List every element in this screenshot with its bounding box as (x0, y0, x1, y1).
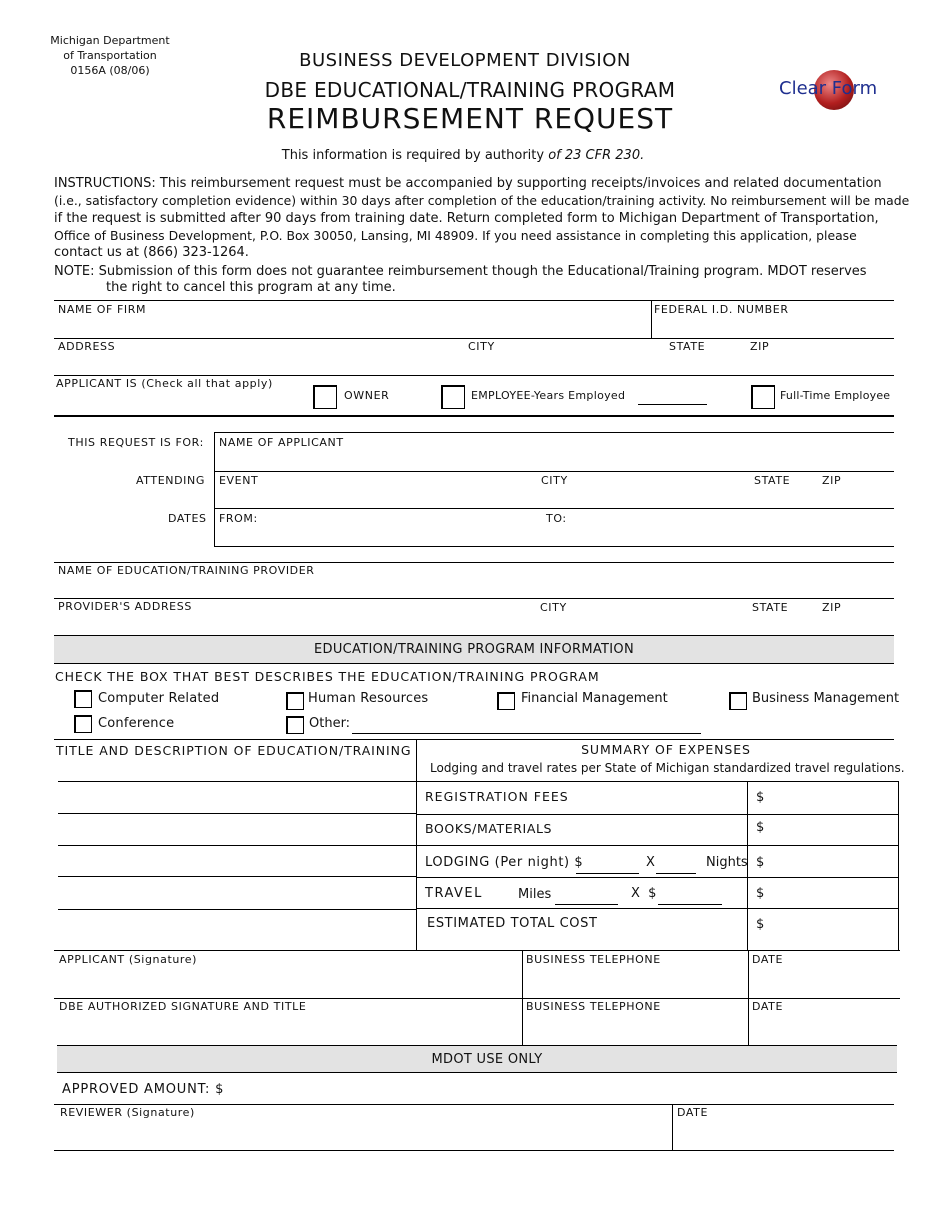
clear-form-button[interactable] (778, 70, 883, 112)
rule (214, 432, 894, 433)
reviewer-signature-field[interactable] (58, 1120, 668, 1148)
rule (898, 781, 899, 950)
fulltime-checkbox[interactable] (751, 385, 775, 409)
registration-fees-field[interactable] (768, 785, 894, 811)
rule (54, 998, 900, 999)
provider-address-field[interactable] (56, 615, 526, 634)
state-label: STATE (669, 340, 706, 353)
description-line[interactable] (58, 876, 416, 877)
rule (54, 739, 894, 740)
page-title: REIMBURSEMENT REQUEST (266, 102, 674, 135)
note-line: the right to cancel this program at any time. (106, 280, 396, 295)
from-label: FROM: (219, 512, 258, 525)
city-field[interactable] (466, 354, 666, 374)
description-label: TITLE AND DESCRIPTION OF EDUCATION/TRAINING (56, 743, 412, 758)
request-for-label: THIS REQUEST IS FOR: (68, 436, 204, 449)
computer-related-checkbox[interactable] (74, 690, 92, 708)
note (54, 264, 914, 296)
registration-currency: $ (756, 790, 765, 805)
applicant-signature-field[interactable] (57, 968, 519, 996)
state-field[interactable] (667, 354, 747, 374)
program-info-header (54, 635, 894, 664)
description-line[interactable] (58, 845, 416, 846)
other-label: Other: (309, 716, 351, 731)
owner-label: OWNER (344, 389, 390, 402)
rule (214, 471, 894, 472)
division-title: BUSINESS DEVELOPMENT DIVISION (299, 50, 631, 71)
rule (54, 415, 894, 417)
provider-state-label: STATE (752, 601, 789, 614)
date-label: DATE (752, 953, 784, 966)
event-label: EVENT (219, 474, 259, 487)
dbe-signature-label: DBE AUTHORIZED SIGNATURE AND TITLE (59, 1000, 307, 1013)
books-materials-field[interactable] (768, 817, 894, 843)
reviewer-signature-label: REVIEWER (Signature) (60, 1106, 195, 1119)
event-field[interactable] (218, 488, 538, 507)
rule (54, 300, 894, 301)
form-number: 0156A (08/06) (70, 64, 150, 77)
computer-related-label: Computer Related (98, 691, 220, 706)
dbe-telephone-field[interactable] (525, 1015, 745, 1043)
agency-name-line2: of Transportation (63, 49, 157, 62)
to-label: TO: (546, 512, 567, 525)
fein-field[interactable] (654, 316, 892, 336)
rule (651, 300, 652, 338)
applicant-date-field[interactable] (751, 968, 896, 996)
provider-name-field[interactable] (56, 578, 892, 597)
to-date-field[interactable] (544, 526, 892, 545)
rule (54, 1104, 894, 1105)
books-currency: $ (756, 820, 765, 835)
conference-label: Conference (98, 716, 175, 731)
applicant-name-field[interactable] (218, 450, 892, 470)
check-instruction: CHECK THE BOX THAT BEST DESCRIBES THE EDUCATION/TRAINING PROGRAM (55, 669, 600, 684)
rule (416, 908, 899, 909)
event-city-label: CITY (541, 474, 568, 487)
description-line[interactable] (58, 909, 416, 910)
provider-zip-label: ZIP (822, 601, 842, 614)
from-date-field[interactable] (218, 526, 538, 545)
travel-label: TRAVEL (425, 886, 483, 901)
rule (214, 432, 215, 547)
lodging-nights-field[interactable] (656, 873, 696, 874)
applicant-name-label: NAME OF APPLICANT (219, 436, 344, 449)
instructions (54, 175, 910, 261)
travel-currency: $ (756, 886, 765, 901)
mdot-use-header (57, 1045, 897, 1073)
lodging-currency: $ (756, 855, 765, 870)
lodging-rate-field[interactable] (576, 873, 639, 874)
instructions-line: (i.e., satisfactory completion evidence) within 30 days after completion of the education/training activity. No reimbursement will be made (54, 193, 910, 209)
instructions-line: Office of Business Development, P.O. Box 30050, Lansing, MI 48909. If you need assistance in completing this application, please (54, 227, 857, 243)
authority-statement (0, 148, 926, 163)
human-resources-label: Human Resources (308, 691, 429, 706)
owner-checkbox[interactable] (313, 385, 337, 409)
rule (54, 598, 894, 599)
dbe-date-field[interactable] (751, 1015, 896, 1043)
financial-management-checkbox[interactable] (497, 692, 515, 710)
provider-city-label: CITY (540, 601, 567, 614)
financial-management-label: Financial Management (521, 691, 668, 706)
business-management-label: Business Management (752, 691, 900, 706)
applicant-signature-label: APPLICANT (Signature) (59, 953, 198, 966)
description-line[interactable] (58, 781, 416, 782)
travel-times: X $ (631, 886, 657, 901)
total-currency: $ (756, 917, 765, 932)
reviewer-date-label: DATE (677, 1106, 709, 1119)
date-label: DATE (752, 1000, 784, 1013)
employee-label: EMPLOYEE-Years Employed (471, 389, 626, 402)
rule (54, 950, 900, 951)
attending-label: ATTENDING (136, 474, 205, 487)
approved-amount-field[interactable] (232, 1080, 532, 1100)
business-telephone-label: BUSINESS TELEPHONE (526, 1000, 661, 1013)
rule (672, 1104, 673, 1150)
approved-amount-label: APPROVED AMOUNT: $ (62, 1082, 225, 1097)
expenses-title: SUMMARY OF EXPENSES (581, 742, 751, 757)
rule (54, 338, 894, 339)
zip-label: ZIP (750, 340, 770, 353)
firm-name-label: NAME OF FIRM (58, 303, 147, 316)
rule (214, 546, 894, 547)
total-cost-field[interactable] (768, 912, 894, 946)
lodging-times: X (646, 855, 655, 870)
business-telephone-label: BUSINESS TELEPHONE (526, 953, 661, 966)
dates-label: DATES (168, 512, 207, 525)
rule (54, 562, 894, 563)
program-title: DBE EDUCATIONAL/TRAINING PROGRAM (264, 78, 676, 102)
clear-form-label: Clear Form (779, 78, 878, 99)
authority-reference: of 23 CFR 230. (548, 148, 645, 163)
dbe-signature-field[interactable] (57, 1015, 519, 1043)
rule (416, 781, 899, 782)
human-resources-checkbox[interactable] (286, 692, 304, 710)
authority-prefix: This information is required by authority (281, 148, 545, 163)
expenses-subtitle: Lodging and travel rates per State of Michigan standardized travel regulations. (430, 761, 905, 775)
instructions-line: if the request is submitted after 90 days from training date. Return completed form to Michigan Department of Transportation, (54, 210, 879, 226)
provider-name-label: NAME OF EDUCATION/TRAINING PROVIDER (58, 564, 315, 577)
fein-label: FEDERAL I.D. NUMBER (654, 303, 789, 316)
rule (54, 375, 894, 376)
conference-checkbox[interactable] (74, 715, 92, 733)
program-info-title: EDUCATION/TRAINING PROGRAM INFORMATION (314, 642, 634, 657)
lodging-label: LODGING (Per night) $ (425, 855, 584, 870)
address-field[interactable] (56, 354, 464, 374)
fulltime-label: Full-Time Employee (780, 389, 891, 402)
mileage-rate-field[interactable] (658, 904, 722, 905)
miles-label: Miles (518, 887, 552, 902)
description-line[interactable] (58, 813, 416, 814)
rule (416, 877, 899, 878)
other-checkbox[interactable] (286, 716, 304, 734)
provider-address-label: PROVIDER'S ADDRESS (58, 600, 192, 613)
business-management-checkbox[interactable] (729, 692, 747, 710)
event-state-label: STATE (754, 474, 791, 487)
total-cost-label: ESTIMATED TOTAL COST (427, 916, 598, 931)
books-materials-label: BOOKS/MATERIALS (425, 821, 553, 836)
nights-label: Nights (706, 855, 748, 870)
applicant-telephone-field[interactable] (525, 968, 745, 996)
other-field[interactable] (352, 733, 701, 734)
address-label: ADDRESS (58, 340, 116, 353)
firm-name-field[interactable] (56, 316, 648, 336)
zip-field[interactable] (748, 354, 893, 374)
registration-fees-label: REGISTRATION FEES (425, 789, 569, 804)
rule (214, 508, 894, 509)
event-zip-label: ZIP (822, 474, 842, 487)
agency-name-line1: Michigan Department (50, 34, 170, 47)
rule (54, 1150, 894, 1151)
rule (416, 845, 899, 846)
mdot-use-title: MDOT USE ONLY (431, 1052, 543, 1067)
instructions-line: INSTRUCTIONS: This reimbursement request must be accompanied by supporting receipts/invoices and related documentation (54, 176, 882, 191)
employee-checkbox[interactable] (441, 385, 465, 409)
applicant-is-label: APPLICANT IS (Check all that apply) (56, 377, 273, 390)
reviewer-date-field[interactable] (676, 1120, 892, 1148)
years-employed-field[interactable] (638, 404, 707, 405)
rule (416, 814, 899, 815)
miles-field[interactable] (555, 904, 618, 905)
instructions-line: contact us at (866) 323-1264. (54, 245, 249, 261)
city-label: CITY (468, 340, 495, 353)
note-line: NOTE: Submission of this form does not guarantee reimbursement though the Educational/Training program. MDOT reserves (54, 264, 867, 279)
